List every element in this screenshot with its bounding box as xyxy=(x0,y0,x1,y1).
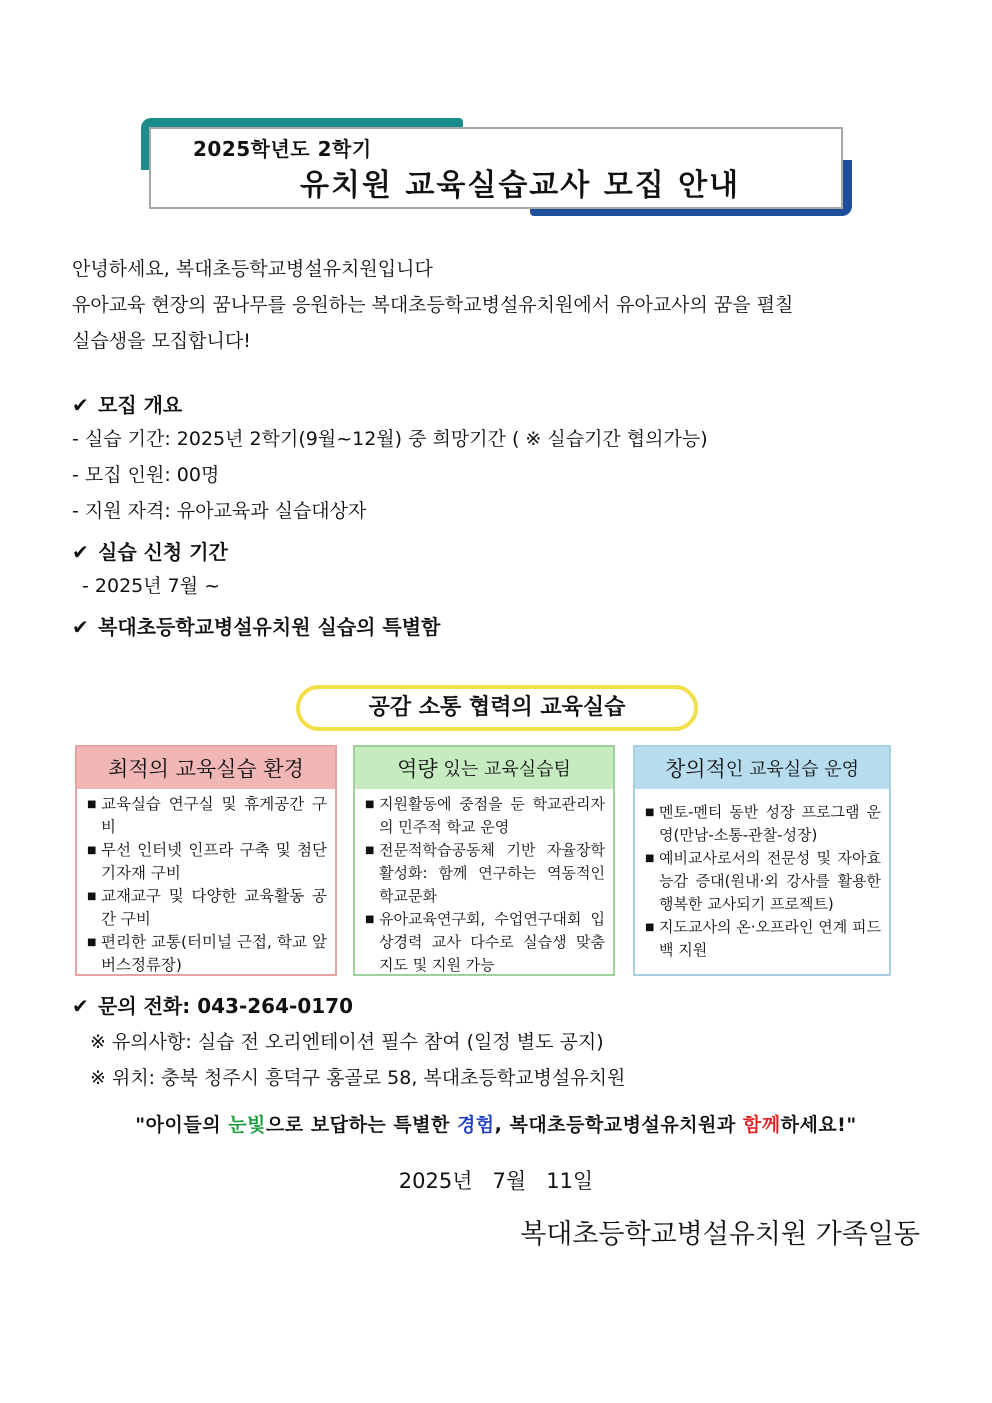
note-item: ※ 위치: 충북 청주시 흥덕구 홍골로 58, 복대초등학교병설유치원 xyxy=(90,1067,626,1089)
overview-list xyxy=(72,421,708,529)
note-item: ※ 유의사항: 실습 전 오리엔테이션 필수 참여 (일정 별도 공지) xyxy=(90,1031,604,1053)
check-icon: ✔ xyxy=(72,540,89,564)
contact-label: 문의 전화: xyxy=(98,994,191,1018)
contact-line xyxy=(72,990,353,1019)
intro-line: 실습생을 모집합니다! xyxy=(72,330,251,352)
signature: 복대초등학교병설유치원 가족일동 xyxy=(520,1219,920,1250)
list-item: - 실습 기간: 2025년 2학기(9월~12월) 중 희망기간 ( ※ 실습기간 협의가능) xyxy=(72,428,708,450)
motto-banner: 공감 소통 협력의 교육실습 xyxy=(296,685,698,731)
slogan: "아이들의 눈빛으로 보답하는 특별한 경험, 복대초등학교병설유치원과 함께하세요!" xyxy=(135,1114,857,1136)
section-heading-period: ✔ 실습 신청 기간 xyxy=(72,540,228,564)
list-item: ■ 교육실습 연구실 및 휴게공간 구비 xyxy=(87,793,327,839)
column-list xyxy=(355,789,613,977)
list-item: ■ 교재교구 및 다양한 교육활동 공간 구비 xyxy=(87,885,327,931)
section-heading-overview: ✔ 모집 개요 xyxy=(72,393,183,417)
phone-number: 043-264-0170 xyxy=(197,994,353,1018)
column-list xyxy=(635,789,889,962)
list-item: - 지원 자격: 유아교육과 실습대상자 xyxy=(72,500,367,522)
column-list xyxy=(77,789,335,977)
notes-list xyxy=(90,1024,625,1096)
column-header: 최적의 교육실습 환경 xyxy=(77,747,335,789)
list-item: ■ 편리한 교통(터미널 근접, 학교 앞 버스정류장) xyxy=(87,931,327,977)
list-item: ■ 전문적학습공동체 기반 자율장학 활성화: 함께 연구하는 역동적인 학교문화 xyxy=(365,839,605,908)
list-item: ■ 무선 인터넷 인프라 구축 및 첨단기자재 구비 xyxy=(87,839,327,885)
list-item: ■ 유아교육연구회, 수업연구대회 입상경력 교사 다수로 실습생 맞춤 지도 및 지원 가능 xyxy=(365,908,605,977)
feature-column-team xyxy=(353,745,615,976)
section-heading-special: ✔ 복대초등학교병설유치원 실습의 특별함 xyxy=(72,615,441,639)
check-icon: ✔ xyxy=(72,994,89,1018)
period-list xyxy=(82,568,220,604)
intro-line: 안녕하세요, 복대초등학교병설유치원입니다 xyxy=(72,258,433,280)
column-header: 역량 있는 교육실습팀 xyxy=(355,747,613,789)
list-item: ■ 멘토-멘티 동반 성장 프로그램 운영(만남-소통-관찰-성장) xyxy=(645,801,881,847)
list-item: - 2025년 7월 ~ xyxy=(82,575,221,597)
list-item: ■ 예비교사로서의 전문성 및 자아효능감 증대(원내·외 강사를 활용한 행복한 교사되기 프로젝트) xyxy=(645,847,881,916)
intro-line: 유아교육 현장의 꿈나무를 응원하는 복대초등학교병설유치원에서 유아교사의 꿈을 펼칠 xyxy=(72,294,794,316)
check-icon: ✔ xyxy=(72,393,89,417)
list-item: - 모집 인원: 00명 xyxy=(72,464,220,486)
list-item: ■ 지원활동에 중점을 둔 학교관리자의 민주적 학교 운영 xyxy=(365,793,605,839)
list-item: ■ 지도교사의 온·오프라인 연계 피드백 지원 xyxy=(645,916,881,962)
feature-column-operation xyxy=(633,745,891,976)
issue-date: 2025년 7월 11일 xyxy=(398,1169,594,1193)
column-header: 창의적 인 교육실습 운영 xyxy=(635,747,889,789)
title-subtitle: 2025학년도 2학기 xyxy=(193,137,372,161)
feature-column-environment xyxy=(75,745,337,976)
intro-paragraph xyxy=(72,251,793,359)
check-icon: ✔ xyxy=(72,615,89,639)
page-title: 유치원 교육실습교사 모집 안내 xyxy=(300,168,741,203)
